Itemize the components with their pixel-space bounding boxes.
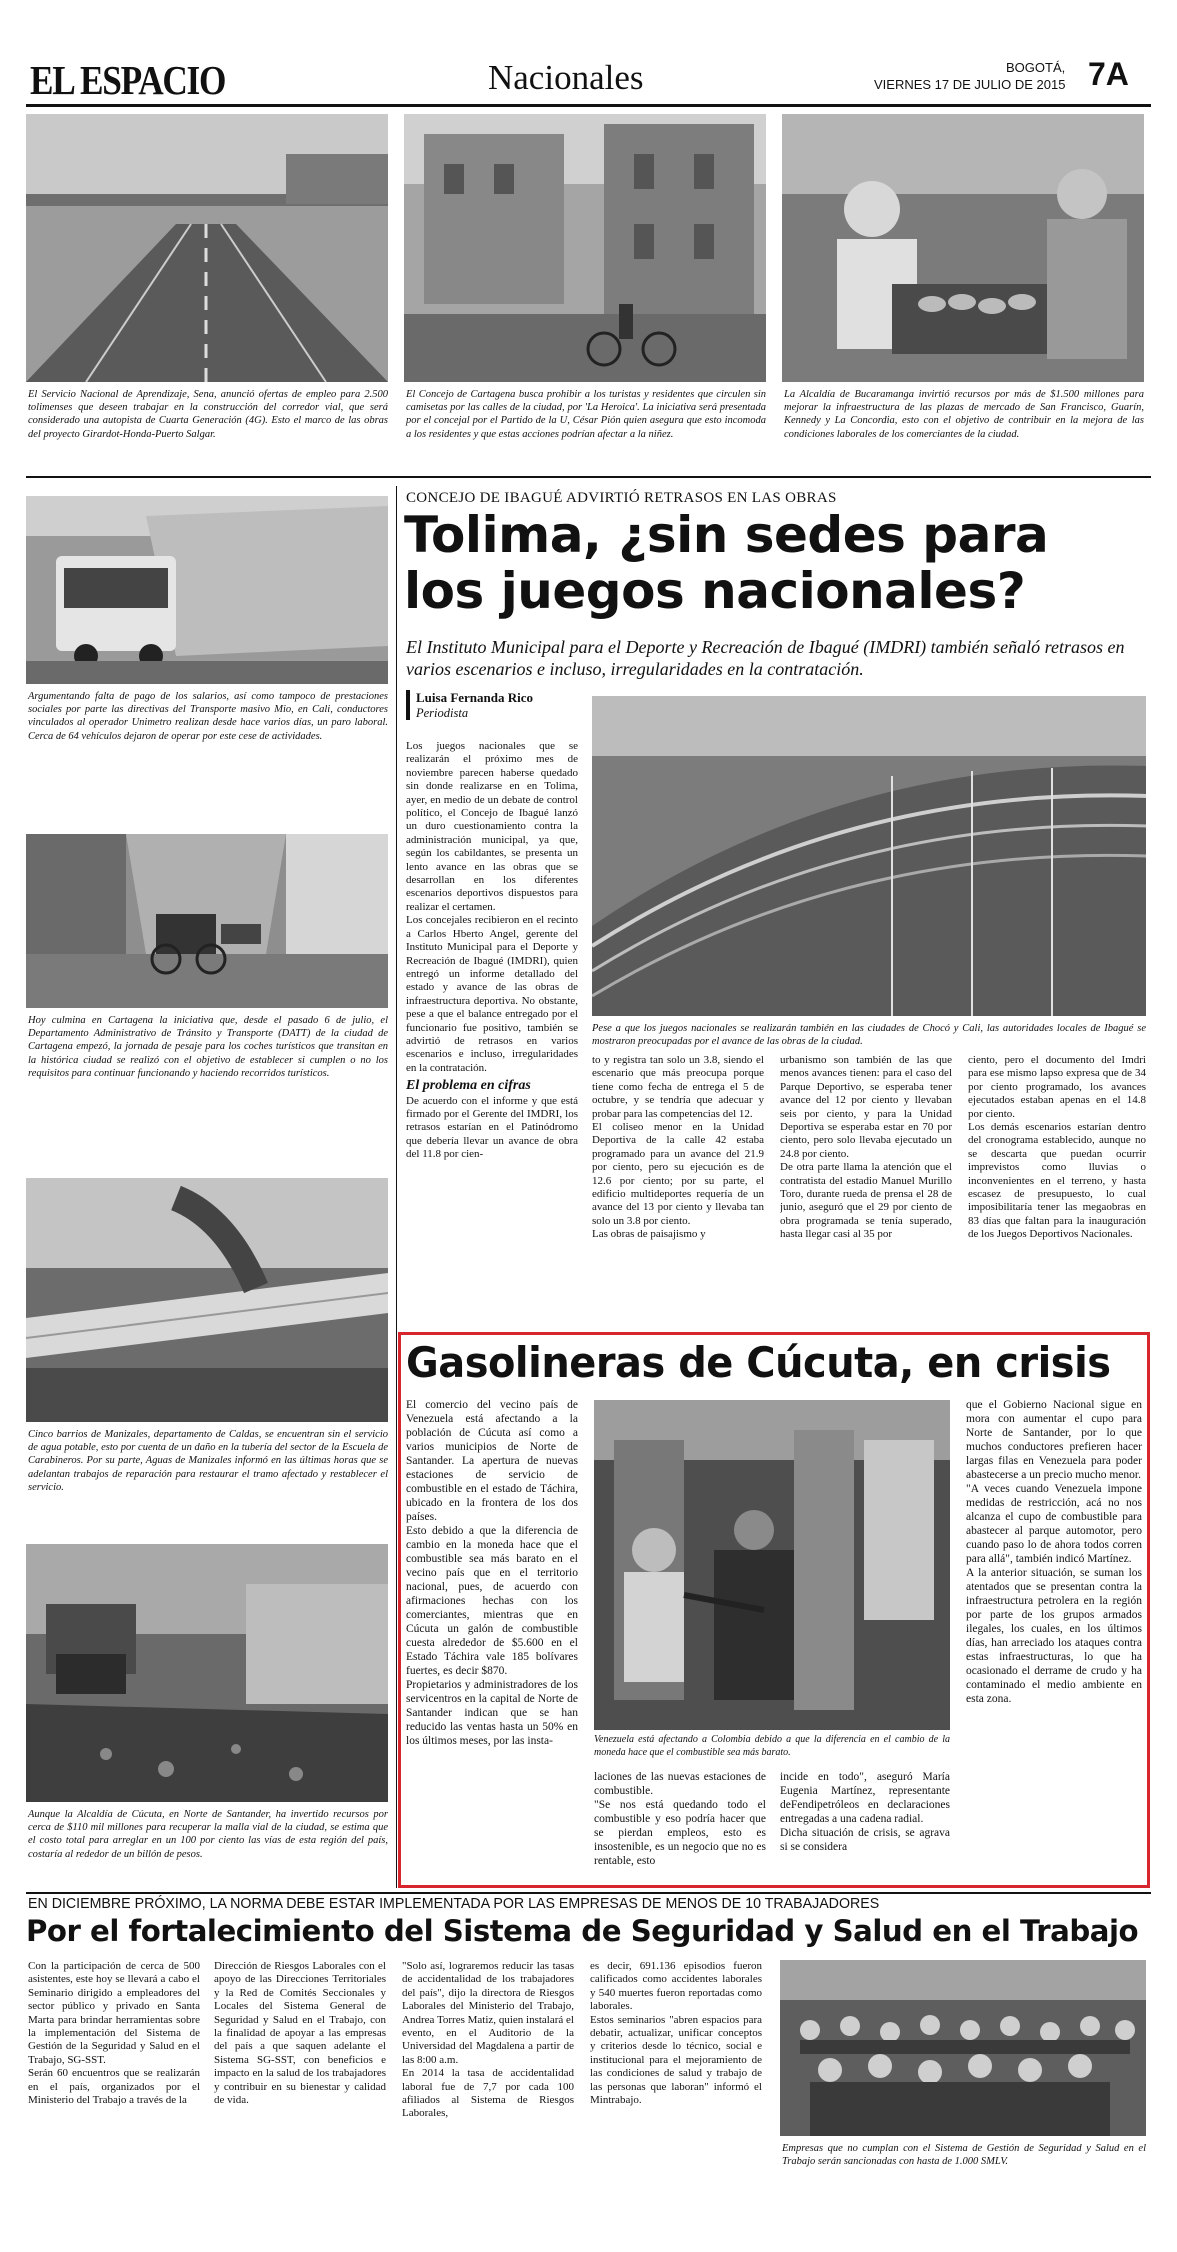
tolima-headline-line-1: Tolima, ¿sin sedes para xyxy=(404,506,1049,564)
seguridad-column-3 xyxy=(402,1960,574,2196)
cucuta-col4-para-2: "A veces cuando Venezuela impone medidas de restricción, acá no nos alcanza el cupo de combustible para abastecer al parque automotor, pero cuando paso lo de ahora todos corren para allá", también indicó Martínez. xyxy=(966,1483,1142,1565)
top-row-rule xyxy=(26,476,1151,478)
seguridad-col1-para-1: Con la participación de cerca de 500 asistentes, este hoy se llevará a cabo el Seminario dirigido a empleadores del sector público y privado en Santa Marta para brindar herramientas sobre la implementación del Sistema de Gestión de la Seguridad y Salud en el Trabajo, SG-SST. xyxy=(28,1960,200,2066)
newspaper-logo: EL ESPACIO xyxy=(30,57,226,103)
author-name: Luisa Fernanda Rico xyxy=(416,690,534,705)
cucuta-headline: Gasolineras de Cúcuta, en crisis xyxy=(406,1338,1111,1387)
tolima-col2-para-3: Las obras de paisajismo y xyxy=(592,1228,706,1241)
tolima-column-2 xyxy=(592,1054,764,1324)
dateline-date: VIERNES 17 DE JULIO DE 2015 xyxy=(874,77,1066,92)
seguridad-col4-para-1: es decir, 691.136 episodios fueron calificados como accidentes laborales y 540 muertes fueron reportadas como laborales. xyxy=(590,1960,762,2013)
bucaramanga-caption: La Alcaldía de Bucaramanga invirtió recursos por más de $1.500 millones para mejorar la infraestructura de las plazas de mercado de San Francisco, Guarín, Kennedy y La Concordia, esto con el objetivo de contribuir en la mejora de las condiciones laborales de los comerciantes de la ciudad. xyxy=(784,389,1144,440)
road-works-caption: Aunque la Alcaldía de Cúcuta, en Norte de Santander, ha invertido recursos por cerca de $110 mil millones para recuperar la malla vial de la ciudad, se estima que el costo total para arreglar en un 100 por ciento las vías de esta región del país, costaría al rededor de un billón de pesos. xyxy=(28,1809,388,1860)
left-column-divider xyxy=(396,486,397,1888)
author-role: Periodista xyxy=(416,706,469,720)
horse-carriage-photo xyxy=(26,834,388,1008)
tolima-col2-para-1: to y registra tan solo un 3.8, siendo el escenario que más preocupa porque tiene como fecha de entrega el 5 de octubre, y se tendría que adecuar y probar para las competencias del 12. xyxy=(592,1054,764,1120)
cucuta-col1-para-2: Esto debido a que la diferencia de cambio en la moneda hace que el combustible sea más barato en el vecino país que en el territorio nacional, pues, de acuerdo con afirmaciones hechas con los comerciantes, mientras que en Cúcuta un galón de combustible cuesta alrededor de $5.600 en el Estado Táchira vale 185 bolívares fuertes, es decir $870. xyxy=(406,1525,578,1677)
dateline-city: BOGOTÁ, xyxy=(1006,60,1066,75)
tolima-col1-para-1: Los juegos nacionales que se realizarán el próximo mes de noviembre parecen haberse quedado sin donde realizarse en en Tolima, ayer, en medio de un debate de control político, el Concejo de Ibagué lanzó un duro cuestionamiento contra la administración municipal, ya que, según los cabildantes, se presenta un lento avance en las obras que se desarrollan en los diferentes escenarios deportivos dispuestos para realizar el certamen. xyxy=(406,740,578,913)
cucuta-column-2 xyxy=(594,1770,766,1882)
bus-caption: Argumentando falta de pago de los salarios, así como tampoco de prestaciones sociales por parte las directivas del Transporte masivo Mio, en Cali, conductores vinculados al operador Unimetro realizan desde hace varios días, un paro laboral. Cerca de 64 vehículos dejaron de operar por este cese de actividades. xyxy=(28,691,388,742)
seguridad-col3-para-1: "Solo así, lograremos reducir las tasas de accidentalidad de los trabajadores del país", dijo la directora de Riesgos Laborales del Ministerio del Trabajo, Andrea Torres Matiz, quien instalará el evento, en el Auditorio de la Universidad del Magdalena a partir de las 8:00 a.m. xyxy=(402,1960,574,2066)
tolima-column-1 xyxy=(406,740,578,1320)
tolima-deck: El Instituto Municipal para el Deporte y Recreación de Ibagué (IMDRI) también señaló retrasos en varios escenarios e incluso, irregularidades en la contratación. xyxy=(406,637,1125,679)
cucuta-col3-para-1: incide en todo", aseguró María Eugenia Martínez, representante deFendipetróleos en declaraciones entregadas a una cadena radial. xyxy=(780,1771,950,1825)
cucuta-column-1 xyxy=(406,1398,578,1882)
seguridad-col3-para-2: En 2014 la tasa de accidentalidad laboral fue de 7,7 por cada 100 afiliados al Sistema de Riesgos Laborales, xyxy=(402,2067,574,2120)
author-bar xyxy=(406,690,410,720)
cucuta-col1-para-1: El comercio del vecino país de Venezuela está afectando a la población de Cúcuta así como a varios municipios de Norte de Santander. La apertura de nuevas estaciones de servicio de combustible en el estado de Táchira, ubicado en la frontera de los dos países. xyxy=(406,1399,578,1523)
market-vendor-photo xyxy=(782,114,1144,382)
seminar-caption: Empresas que no cumplan con el Sistema de Gestión de Seguridad y Salud en el Trabajo serán sancionadas con hasta de 1.000 SMLV. xyxy=(782,2143,1146,2168)
pipe-caption: Cinco barrios de Manizales, departamento de Caldas, se encuentran sin el servicio de agua potable, esto por cuenta de un daño en la tubería del sector de la Escuela de Carabineros. Por su parte, Aguas de Manizales informó en las últimas horas que se adelantan trabajos de reparación para restaurar el tramo afectado y restablecer el servicio. xyxy=(28,1429,388,1493)
bottom-section-rule xyxy=(26,1892,1151,1894)
highway-caption: El Servicio Nacional de Aprendizaje, Sena, anunció ofertas de empleo para 2.500 tolimenses que deseen trabajar en la construcción del corredor vial, que será considerado una autopista de Cuarta Generación (4G). Esto el marco de las obras del proyecto Girardot-Honda-Puerto Salgar. xyxy=(28,389,388,440)
seguridad-kicker: EN DICIEMBRE PRÓXIMO, LA NORMA DEBE ESTAR IMPLEMENTADA POR LAS EMPRESAS DE MENOS DE 10 TRABAJADORES xyxy=(28,1896,880,1912)
cucuta-col3-para-2: Dicha situación de crisis, se agrava si se considera xyxy=(780,1827,950,1853)
seguridad-col2-para-1: Dirección de Riesgos Laborales con el apoyo de las Direcciones Territoriales y la Red de Comités Seccionales y Locales del Sistema General de Seguridad y Salud en el Trabajo, con la finalidad de apoyar a las empresas del país a que saquen adelante el Sistema SG-SST, con beneficios e impacto en la salud de los trabajadores y contribuir en su bienestar y calidad de vida. xyxy=(214,1960,386,2107)
seguridad-headline: Por el fortalecimiento del Sistema de Seguridad y Salud en el Trabajo xyxy=(26,1914,1139,1948)
gas-station-caption: Venezuela está afectando a Colombia debido a que la diferencia en el cambio de la moneda hace que el combustible sea más barato. xyxy=(594,1734,950,1758)
seguridad-column-2 xyxy=(214,1960,386,2196)
carriage-caption: Hoy culmina en Cartagena la iniciativa que, desde el pasado 6 de julio, el Departamento Administrativo de Tránsito y Transporte (DATT) de la ciudad de Cartagena empezó, la jornada de pesaje para los coches turísticos que transitan en la histórica ciudad se realizó con el objetivo de establecer si cumplen o no los requisitos para continuar funcionando y haciendo recorridos turísticos. xyxy=(28,1015,388,1079)
seguridad-col4-para-2: Estos seminarios "abren espacios para debatir, actualizar, unificar conceptos y criterios desde lo técnico, social e institucional para el mejoramiento de las condiciones de salud y trabajo de las personas que laboran" informó el Mintrabajo. xyxy=(590,2013,762,2107)
cucuta-column-3 xyxy=(780,1770,950,1882)
water-pipe-photo xyxy=(26,1178,388,1422)
highway-photo xyxy=(26,114,388,382)
tolima-col1-para-2: Los concejales recibieron en el recinto a Carlos Hberto Angel, gerente del Instituto Municipal para el Deporte y Recreación de Ibagué (IMDRI), quien entregó un informe detallado del estado y avance de las obras de infraestructura deportiva. No obstante, pese a que el balance entregado por el funcionario fue positivo, también se advirtió de retrasos en varios escenarios e incluso, irregularidades en la contratación. xyxy=(406,914,578,1074)
masthead-rule xyxy=(26,104,1151,107)
tolima-col4-para-2: Los demás escenarios estarían dentro del cronograma establecido, aunque no se descarta que puedan ocurrir imprevistos como lluvias o inconvenientes en el terreno, y hasta escasez de presupuesto, lo cual imposibilitaría tener las megaobras en 83 días que faltan para la inauguración de los Juegos Deportivos Nacionales. xyxy=(968,1121,1146,1241)
cucuta-column-4 xyxy=(966,1398,1142,1882)
tolima-kicker: CONCEJO DE IBAGUÉ ADVIRTIÓ RETRASOS EN LAS OBRAS xyxy=(406,490,837,506)
stadium-caption: Pese a que los juegos nacionales se realizarán también en las ciudades de Chocó y Cali, las autoridades locales de Ibagué se mostraron preocupadas por el avance de las obras de la ciudad. xyxy=(592,1023,1146,1048)
seguridad-col1-para-2: Serán 60 encuentros que se realizarán en el país, organizados por el Ministerio del Trabajo a través de la xyxy=(28,2067,200,2107)
cucuta-col1-para-3: Propietarios y administradores de los servicentros en la capital de Norte de Santander indican que se han reducido las ventas hasta un 50% en los últimos meses, por las insta- xyxy=(406,1679,578,1747)
cucuta-col4-para-3: A la anterior situación, se suman los atentados que se presentan contra la infraestructura petrolera en la región por parte de los grupos armados ilegales, los cuales, en los últimos días, han arreciado los ataques contra estas infraestructuras, lo que ha ocasionado el derrame de crudo y ha contaminado el medio ambiente en esta zona. xyxy=(966,1567,1142,1705)
tolima-col2-para-2: El coliseo menor en la Unidad Deportiva de la calle 42 estaba programado para un avance del 21.9 por ciento, pero su ejecución es de 12.6 por ciento; por su parte, el edificio multideportes requería de un avance del 13 por ciento y llevaba tan solo un 3.8 por ciento. xyxy=(592,1121,764,1227)
tolima-headline-line-2: los juegos nacionales? xyxy=(404,562,1026,620)
tolima-col4-para-1: ciento, pero el documento del Imdri para ese mismo lapso expresa que de 34 por ciento programado, los avances ejecutados estaban apenas en el 14.8 por ciento. xyxy=(968,1054,1146,1120)
seguridad-column-1 xyxy=(28,1960,200,2196)
tolima-col3-para-2: De otra parte llama la atención que el contratista del estadio Manuel Murillo Toro, durante rueda de prensa el 28 de junio, aseguró que el 29 por ciento de obra programada se tenía superado, hasta llegar casi al 35 por xyxy=(780,1161,952,1241)
cucuta-col4-para-1: que el Gobierno Nacional sigue en mora con aumentar el cupo para Norte de Santander, por lo que muchos conductores prefieren hacer largas filas en Venezuela para poder abastecerse a un precio mucho menor. xyxy=(966,1399,1142,1481)
seminar-crowd-photo xyxy=(780,1960,1146,2136)
tolima-col1-para-3: De acuerdo con el informe y que está firmado por el Gerente del IMDRI, los retrasos estarían en el Patinódromo que debería llevar un avance de obra del 11.8 por cien- xyxy=(406,1094,578,1161)
tolima-col3-para-1: urbanismo son también de las que menos avances tienen: para el caso del Parque Deportivo, se esperaba tener avance del 12 por ciento y llevaban seis por ciento, y para la Unidad Deportiva se esperaba estar en 70 por ciento, pero solo llevaba ejecutado un 24.8 por ciento. xyxy=(780,1054,952,1160)
cucuta-col2-para-1: laciones de las nuevas estaciones de combustible. xyxy=(594,1771,766,1797)
tolima-subhead: El problema en cifras xyxy=(406,1078,531,1094)
bus-station-photo xyxy=(26,496,388,684)
masthead xyxy=(26,50,1151,104)
cartagena-caption: El Concejo de Cartagena busca prohibir a los turistas y residentes que circulen sin camisetas por las calles de la ciudad, por 'La Heroica'. La iniciativa será presentada por el concejal por el Partido de la U, César Pión quien asegura que esto incomoda a los residentes y que estas acciones podrían afectar a la niñez. xyxy=(406,389,766,440)
tolima-column-3 xyxy=(780,1054,952,1324)
cucuta-col2-para-2: "Se nos está quedando todo el combustible y eso podría hacer que se pierdan empleos, esto es insostenible, es un negocio que no es rentable, esto xyxy=(594,1799,766,1867)
cartagena-street-photo xyxy=(404,114,766,382)
section-title: Nacionales xyxy=(488,58,644,97)
gas-station-photo xyxy=(594,1400,950,1730)
page-number: 7A xyxy=(1088,56,1129,92)
stadium-photo xyxy=(592,696,1146,1016)
tolima-column-4 xyxy=(968,1054,1146,1324)
seguridad-column-4 xyxy=(590,1960,762,2196)
road-works-photo xyxy=(26,1544,388,1802)
